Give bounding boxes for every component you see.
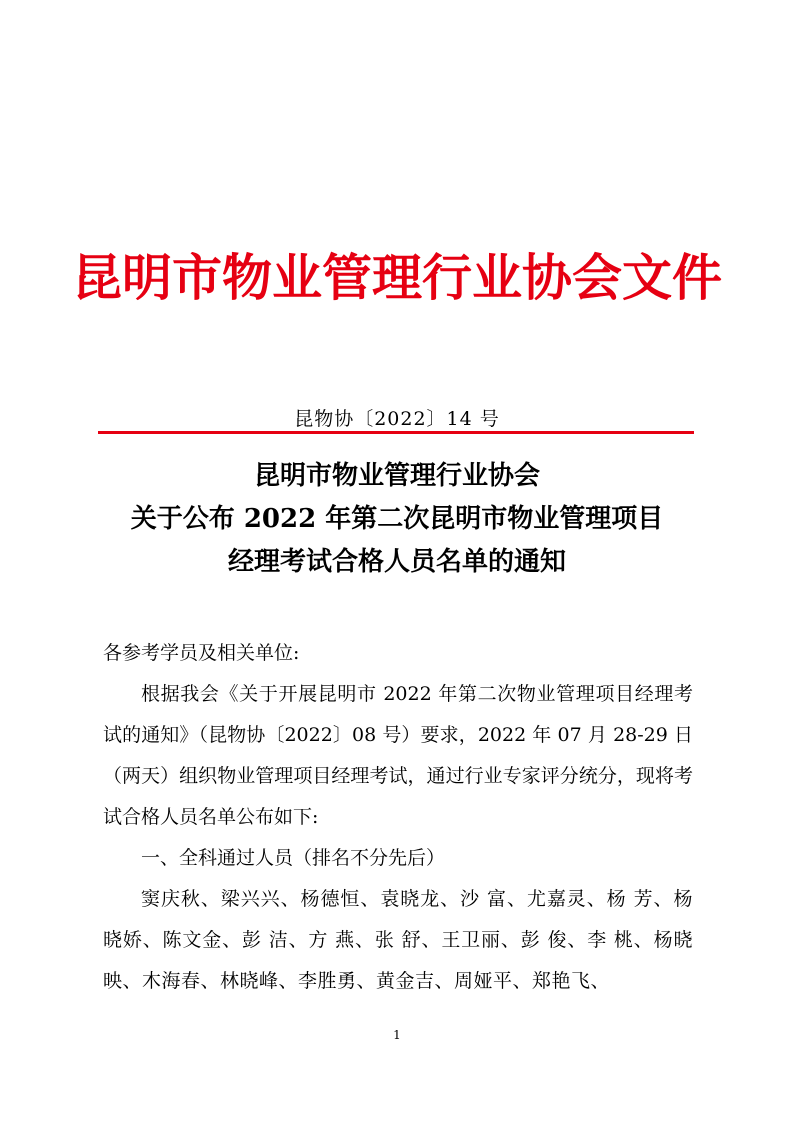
page-number: 1 xyxy=(393,1028,401,1042)
masthead-title: 昆明市物业管理行业协会文件 xyxy=(72,249,722,307)
document-number: 昆物协〔2022〕14 号 xyxy=(294,408,500,430)
title-line-2: 关于公布 2022 年第二次昆明市物业管理项目 xyxy=(130,504,664,534)
paragraph-intro: 根据我会《关于开展昆明市 2022 年第二次物业管理项目经理考试的通知》（昆物协〔2022〕08 号）要求，2022 年 07 月 28-29 日（两天）组织物业管理项目经理考试，通过行业专家评分统分，现将考试合格人员名单公布如下: xyxy=(103,683,693,828)
passed-names-list: 窦庆秋、梁兴兴、杨德恒、袁晓龙、沙 富、尤嘉灵、杨 芳、杨晓娇、陈文金、彭 洁、方 燕、张 舒、王卫丽、彭 俊、李 桃、杨晓映、木海春、林晓峰、李胜勇、黄金吉、周娅平、郑艳飞、 xyxy=(103,888,693,992)
red-divider-line xyxy=(98,431,694,434)
section-heading: 一、全科通过人员（排名不分先后） xyxy=(141,847,446,869)
notice-title xyxy=(0,455,794,584)
notice-body xyxy=(103,633,693,1002)
title-line-1: 昆明市物业管理行业协会 xyxy=(253,461,540,491)
title-line-3: 经理考试合格人员名单的通知 xyxy=(227,547,566,577)
salutation: 各参考学员及相关单位: xyxy=(103,642,300,664)
